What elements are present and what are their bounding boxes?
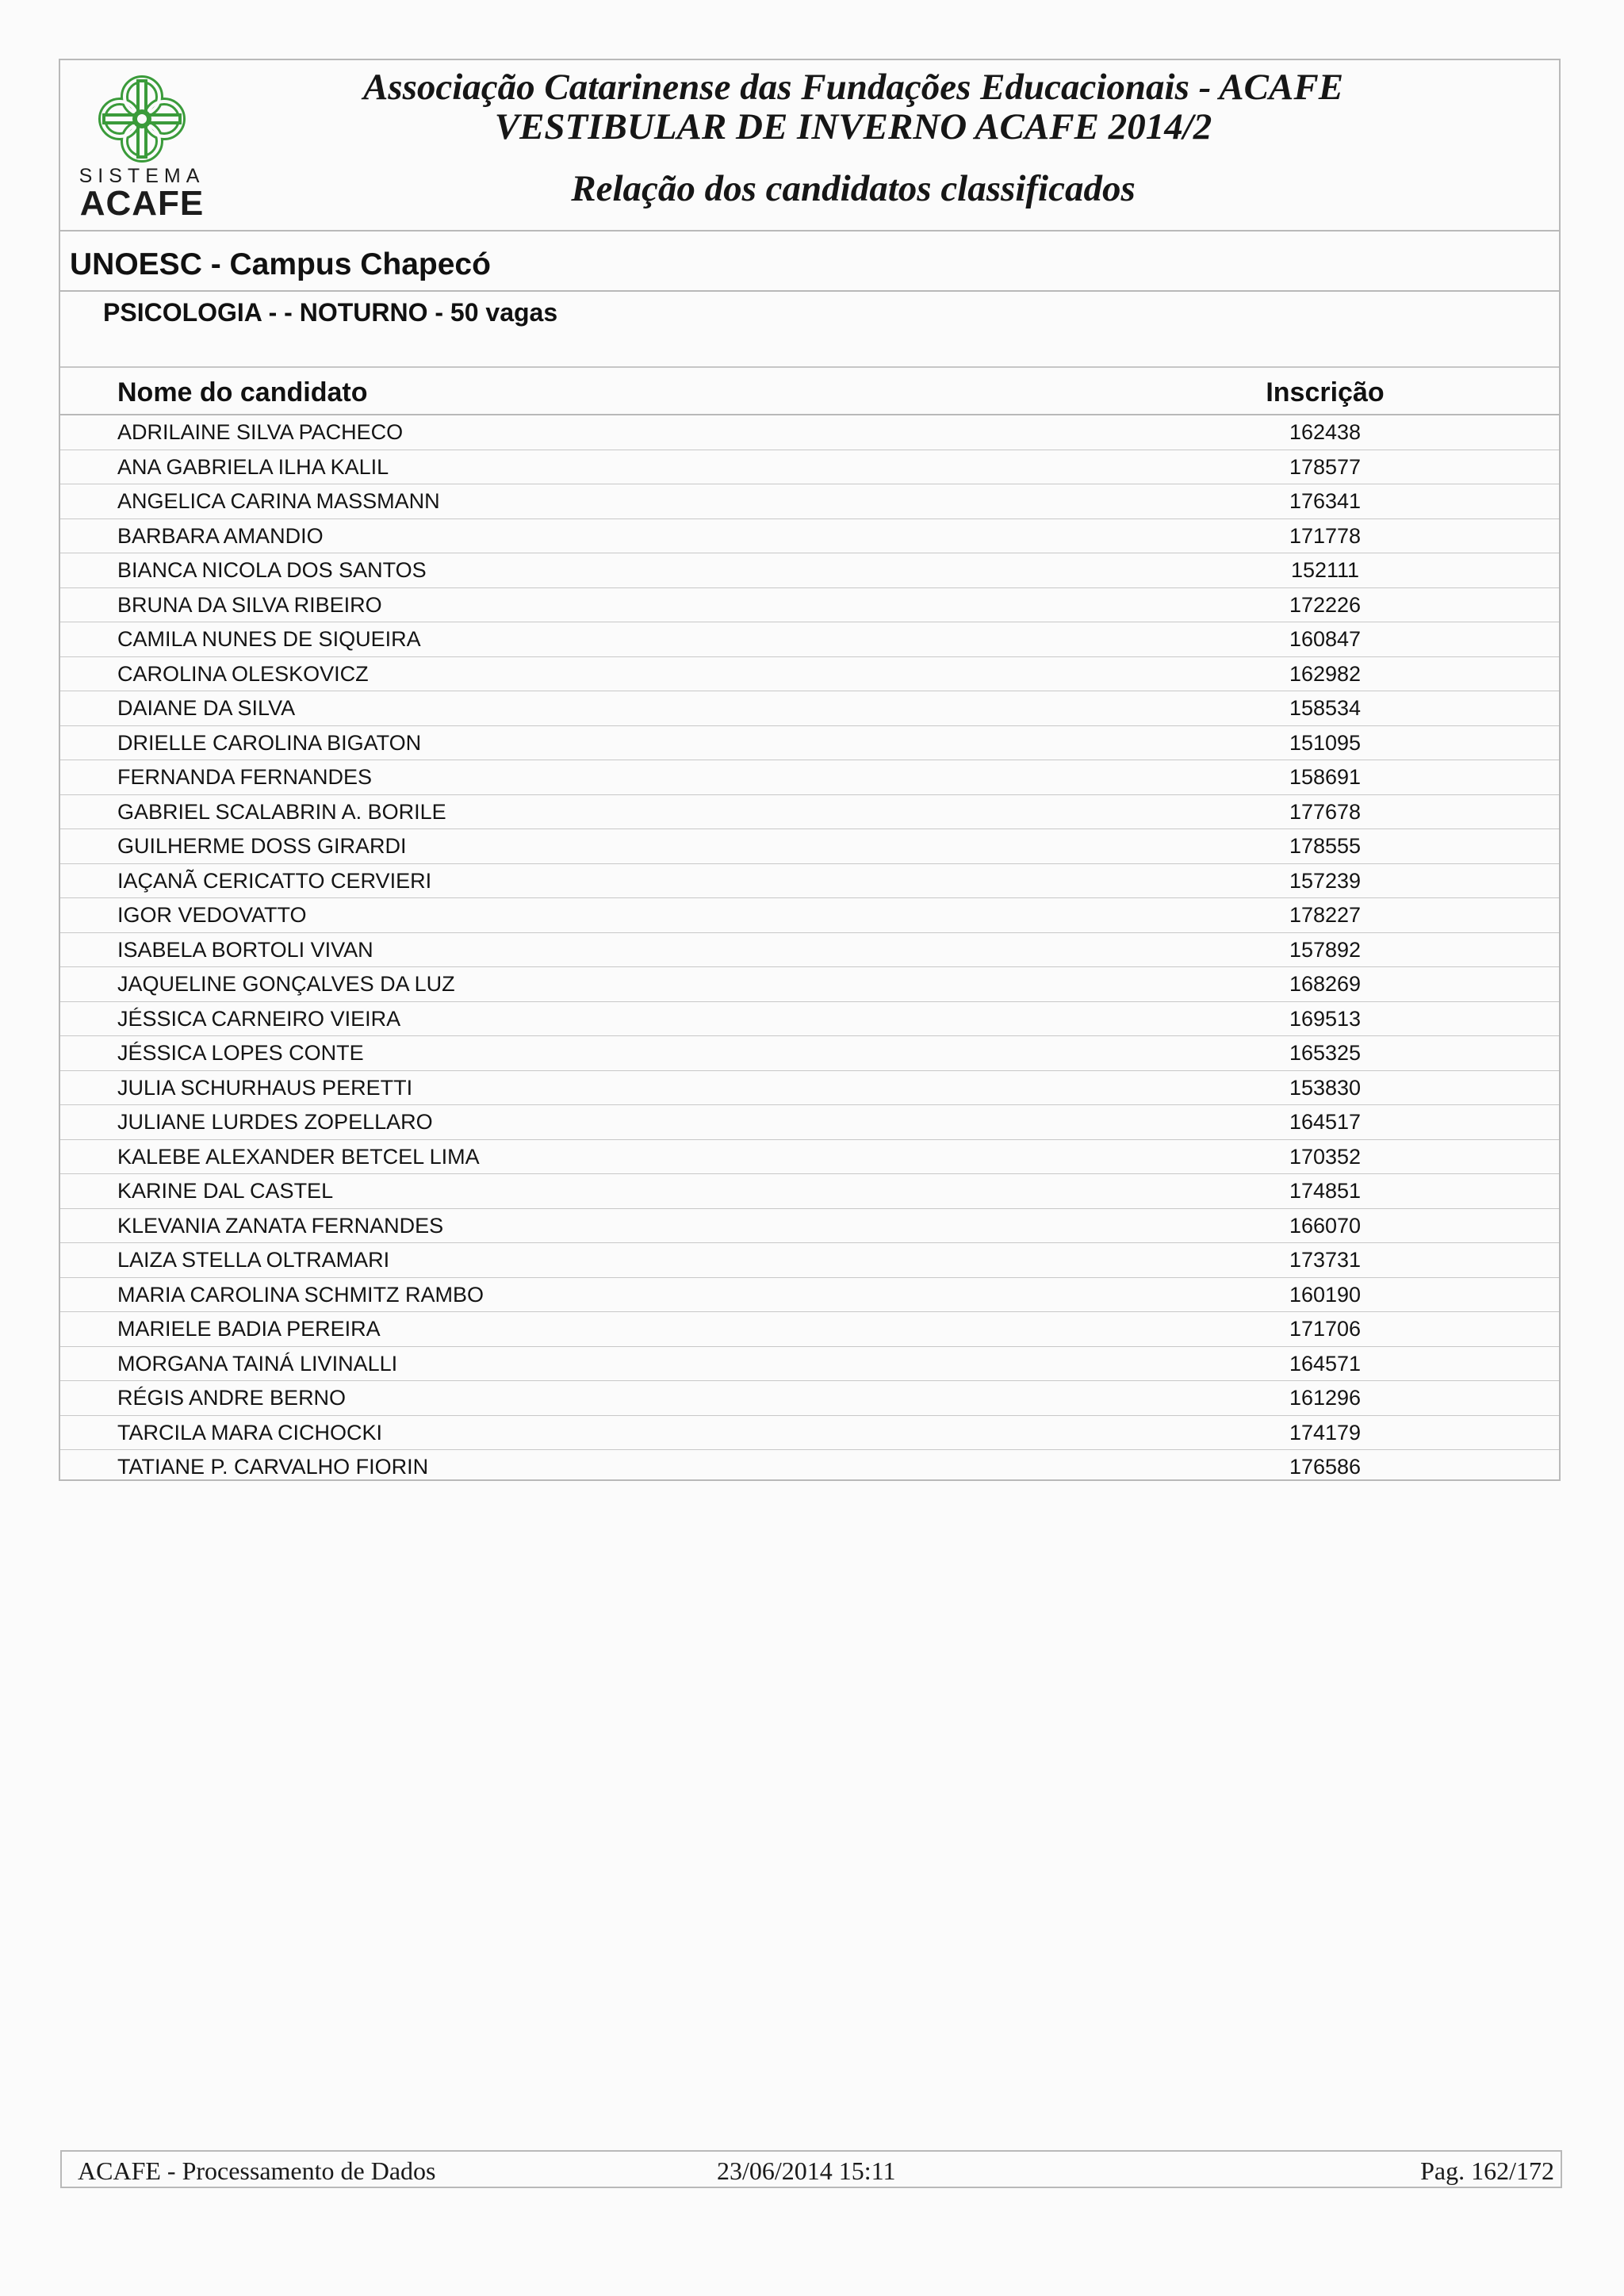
table-row (60, 415, 1559, 450)
candidate-name: DRIELLE CAROLINA BIGATON (117, 730, 422, 755)
candidate-name: IGOR VEDOVATTO (117, 903, 307, 927)
table-row (60, 1036, 1559, 1071)
logo-acafe-text: ACAFE (79, 184, 205, 223)
candidate-registration: 157239 (1289, 868, 1362, 893)
candidate-registration: 162438 (1289, 420, 1362, 444)
campus-name: UNOESC - Campus Chapecó (70, 247, 491, 281)
candidate-name: RÉGIS ANDRE BERNO (117, 1386, 347, 1410)
table-row (60, 829, 1559, 864)
acafe-logo (75, 68, 209, 227)
candidate-name: KLEVANIA ZANATA FERNANDES (117, 1213, 444, 1238)
table-row (60, 1002, 1559, 1037)
footer-source: ACAFE - Processamento de Dados (78, 2156, 436, 2185)
table-row (60, 1105, 1559, 1140)
candidate-name: KARINE DAL CASTEL (117, 1179, 334, 1203)
organization-title: Associação Catarinense das Fundações Educacionais - ACAFE (362, 67, 1344, 108)
candidate-registration: 170352 (1289, 1144, 1362, 1169)
table-row (60, 1071, 1559, 1106)
candidate-registration: 178555 (1289, 834, 1362, 858)
footer-datetime: 23/06/2014 15:11 (717, 2156, 896, 2185)
table-header (60, 368, 1559, 415)
candidate-registration: 176586 (1289, 1455, 1362, 1479)
candidate-registration: 152111 (1290, 558, 1360, 582)
table-row (60, 864, 1559, 899)
candidate-name: MORGANA TAINÁ LIVINALLI (117, 1351, 398, 1376)
candidate-registration: 171706 (1289, 1317, 1362, 1341)
candidate-registration: 160847 (1289, 627, 1362, 651)
table-row (60, 588, 1559, 623)
candidate-name: CAMILA NUNES DE SIQUEIRA (117, 627, 421, 651)
candidate-registration: 171778 (1289, 523, 1362, 548)
candidate-registration: 178227 (1289, 903, 1362, 927)
candidate-name: JULIA SCHURHAUS PERETTI (117, 1075, 413, 1100)
column-header-name: Nome do candidato (117, 377, 368, 408)
list-title: Relação dos candidatos classificados (571, 168, 1136, 209)
table-row (60, 1243, 1559, 1278)
candidate-registration: 177678 (1289, 799, 1362, 824)
candidate-name: GABRIEL SCALABRIN A. BORILE (117, 799, 446, 824)
candidate-registration: 166070 (1289, 1213, 1362, 1238)
table-row (60, 484, 1559, 519)
candidate-name: MARIELE BADIA PEREIRA (117, 1317, 381, 1341)
table-row (60, 553, 1559, 588)
table-row (60, 657, 1559, 692)
candidate-name: MARIA CAROLINA SCHMITZ RAMBO (117, 1282, 485, 1307)
candidate-registration: 160190 (1289, 1282, 1362, 1307)
candidate-name: DAIANE DA SILVA (117, 696, 296, 720)
candidate-registration: 169513 (1289, 1006, 1362, 1031)
candidate-registration: 157892 (1289, 937, 1362, 962)
table-row (60, 691, 1559, 726)
table-row (60, 1278, 1559, 1313)
footer-page-number: Pag. 162/172 (1420, 2156, 1554, 2185)
candidate-name: JAQUELINE GONÇALVES DA LUZ (117, 972, 455, 996)
exam-title: VESTIBULAR DE INVERNO ACAFE 2014/2 (494, 106, 1212, 147)
candidate-name: JÉSSICA CARNEIRO VIEIRA (117, 1006, 401, 1031)
table-row (60, 1381, 1559, 1416)
table-row (60, 726, 1559, 761)
candidate-registration: 178577 (1289, 454, 1362, 479)
table-row (60, 898, 1559, 933)
table-row (60, 967, 1559, 1002)
candidate-registration: 158691 (1289, 765, 1362, 789)
candidate-name: ANGELICA CARINA MASSMANN (117, 489, 440, 513)
acafe-logo-icon (75, 68, 209, 166)
logo-sistema-text: SISTEMA (79, 165, 205, 187)
table-row (60, 760, 1559, 795)
candidate-registration: 174179 (1289, 1420, 1362, 1445)
candidate-registration: 164571 (1289, 1351, 1362, 1376)
table-row (60, 795, 1559, 830)
table-row (60, 933, 1559, 968)
candidate-name: LAIZA STELLA OLTRAMARI (117, 1248, 390, 1272)
candidate-registration: 165325 (1289, 1041, 1362, 1065)
table-row (60, 1209, 1559, 1244)
candidate-name: KALEBE ALEXANDER BETCEL LIMA (117, 1144, 480, 1169)
candidate-registration: 174851 (1289, 1179, 1362, 1203)
candidate-name: CAROLINA OLESKOVICZ (117, 661, 369, 686)
candidate-registration: 172226 (1289, 592, 1362, 617)
candidate-name: IAÇANÃ CERICATTO CERVIERI (117, 868, 432, 893)
course-name: PSICOLOGIA - - NOTURNO - 50 vagas (103, 298, 558, 327)
campus-section (60, 230, 1559, 292)
candidate-name: BIANCA NICOLA DOS SANTOS (117, 558, 427, 582)
document-frame (59, 59, 1561, 1481)
candidate-registration: 158534 (1289, 696, 1362, 720)
candidate-name: TARCILA MARA CICHOCKI (117, 1420, 383, 1445)
candidate-name: BARBARA AMANDIO (117, 523, 324, 548)
candidate-registration: 151095 (1289, 730, 1362, 755)
document-header (60, 60, 1559, 232)
table-row (60, 1416, 1559, 1451)
candidate-name: JÉSSICA LOPES CONTE (117, 1041, 364, 1065)
candidate-name: ANA GABRIELA ILHA KALIL (117, 454, 389, 479)
candidate-name: TATIANE P. CARVALHO FIORIN (117, 1455, 429, 1479)
course-section (60, 292, 1559, 368)
candidate-registration: 162982 (1289, 661, 1362, 686)
table-row (60, 450, 1559, 485)
table-row (60, 622, 1559, 657)
table-row (60, 1312, 1559, 1347)
candidate-name: JULIANE LURDES ZOPELLARO (117, 1110, 433, 1134)
candidate-registration: 153830 (1289, 1075, 1362, 1100)
candidate-name: ADRILAINE SILVA PACHECO (117, 420, 404, 444)
candidate-list (60, 415, 1559, 1485)
candidate-registration: 168269 (1289, 972, 1362, 996)
page-footer (60, 2150, 1562, 2188)
candidate-name: GUILHERME DOSS GIRARDI (117, 834, 407, 858)
candidate-registration: 176341 (1289, 489, 1362, 513)
candidate-registration: 161296 (1289, 1386, 1362, 1410)
table-row (60, 1174, 1559, 1209)
table-row (60, 1450, 1559, 1485)
table-row (60, 1140, 1559, 1175)
column-header-registration: Inscrição (1266, 377, 1385, 408)
candidate-name: ISABELA BORTOLI VIVAN (117, 937, 373, 962)
candidate-registration: 164517 (1289, 1110, 1362, 1134)
candidate-registration: 173731 (1289, 1248, 1362, 1272)
table-row (60, 519, 1559, 554)
candidate-name: FERNANDA FERNANDES (117, 765, 373, 789)
candidate-name: BRUNA DA SILVA RIBEIRO (117, 592, 382, 617)
table-row (60, 1347, 1559, 1382)
